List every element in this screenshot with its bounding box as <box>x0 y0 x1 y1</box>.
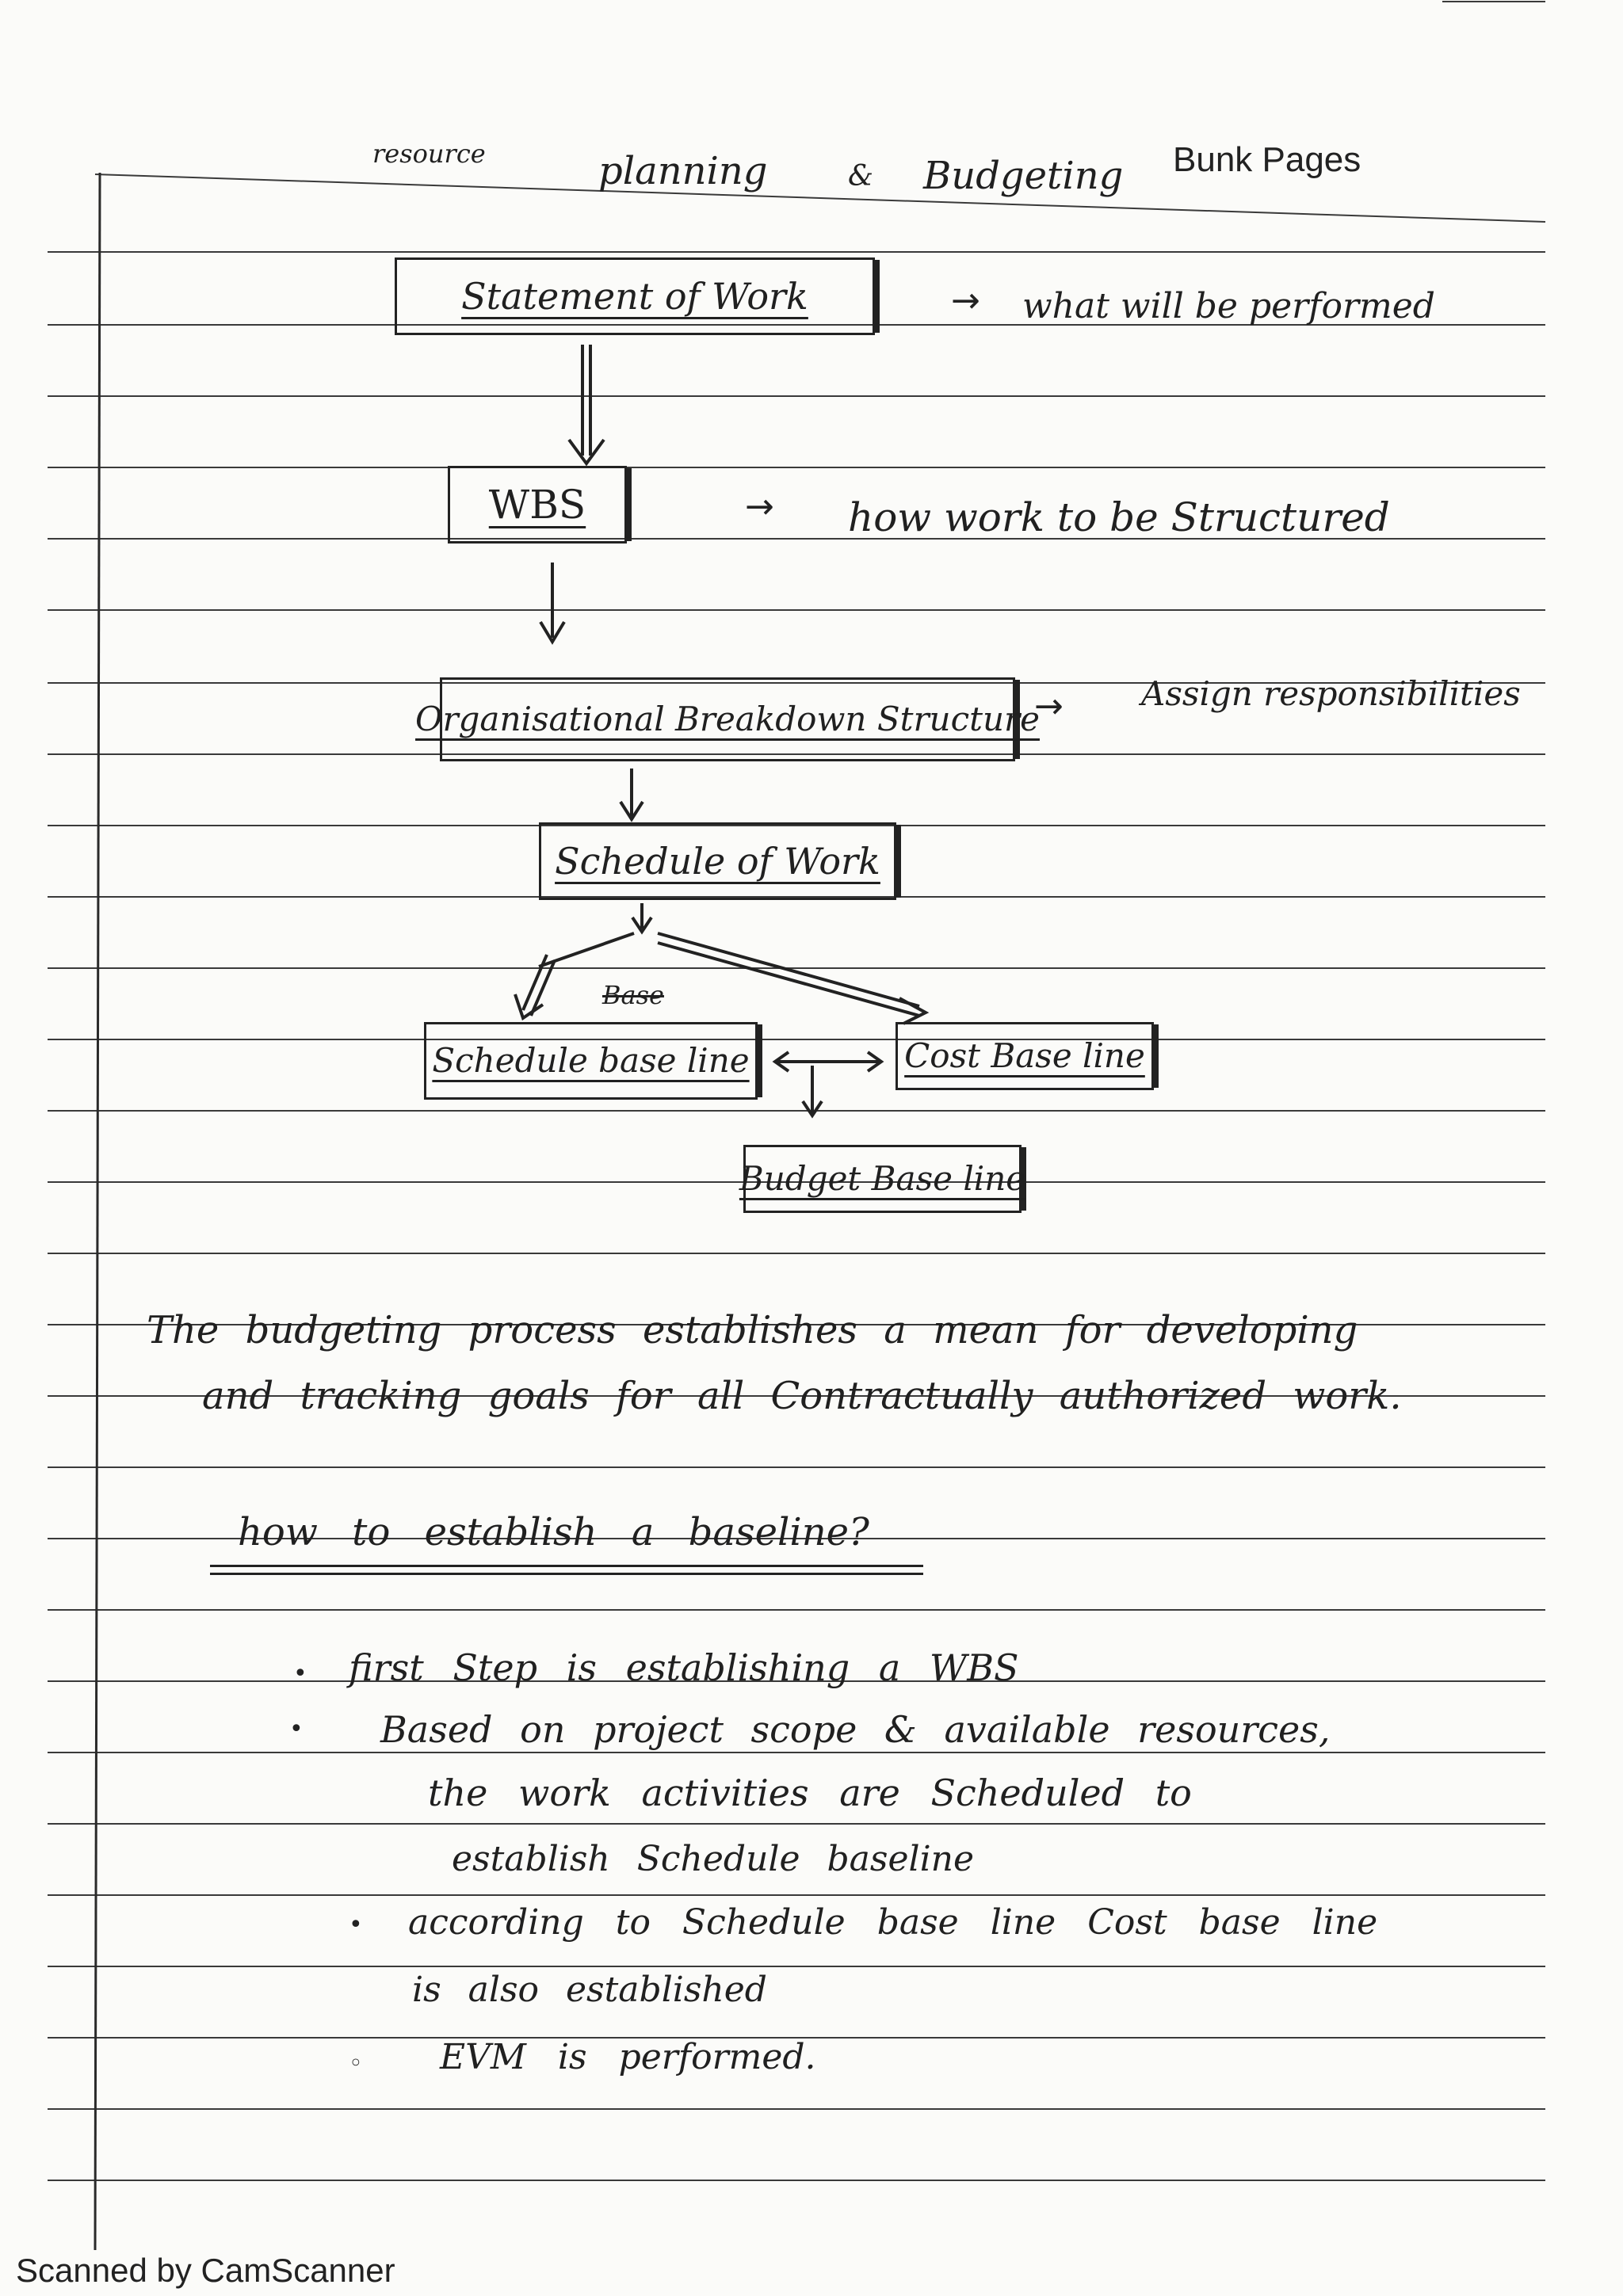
bullet-4: EVM is performed. <box>440 2037 816 2077</box>
cost-baseline-label: Cost Base line <box>904 1036 1145 1075</box>
crossed-out-word: Base <box>602 980 664 1010</box>
brand-label: Bunk Pages <box>1173 140 1361 179</box>
wbs-note: how work to be Structured <box>848 494 1390 540</box>
bullet-1: first Step is establishing a WBS <box>349 1646 1019 1689</box>
schedule-baseline-box <box>424 1022 758 1100</box>
statement-of-work-box <box>395 257 875 335</box>
schedule-of-work-label: Schedule of Work <box>555 840 880 883</box>
obs-label: Organisational Breakdown Structure <box>415 700 1040 738</box>
statement-of-work-label: Statement of Work <box>461 275 808 318</box>
cost-baseline-box <box>896 1022 1154 1090</box>
obs-box <box>415 677 1040 761</box>
heading-underline <box>210 1565 923 1567</box>
paragraph-line-2: and tracking goals for all Contractually authorized work. <box>202 1374 1402 1418</box>
bullet-dot-icon: ◦ <box>349 2050 363 2077</box>
bullet-3-line-2: is also established <box>412 1970 767 2010</box>
scanner-watermark: Scanned by CamScanner <box>16 2252 395 2289</box>
obs-note: Assign responsibilities <box>1141 674 1521 713</box>
header-title-ampersand: & <box>848 160 874 193</box>
bullet-2-line-1: Based on project scope & available resources, <box>380 1708 1331 1751</box>
right-arrow-icon: → <box>745 486 774 527</box>
budget-baseline-label: Budget Base line <box>739 1159 1026 1198</box>
right-arrow-icon: → <box>1034 686 1064 727</box>
wbs-label: WBS <box>488 482 586 528</box>
bullet-3-line-1: according to Schedule base line Cost base line <box>408 1902 1378 1943</box>
heading-underline <box>210 1573 923 1575</box>
header-title-planning: planning <box>598 149 768 193</box>
bullet-2-line-2: the work activities are Scheduled to <box>428 1772 1192 1814</box>
header-title-resource: resource <box>372 139 486 169</box>
section-heading: how to establish a baseline? <box>238 1510 869 1554</box>
paragraph-line-1: The budgeting process establishes a mean for developing <box>147 1308 1358 1352</box>
header-title-budgeting: Budgeting <box>923 154 1124 198</box>
schedule-of-work-box <box>539 822 896 900</box>
budget-baseline-box <box>739 1145 1026 1213</box>
bullet-2-line-3: establish Schedule baseline <box>452 1839 975 1879</box>
wbs-box <box>448 466 627 543</box>
bullet-dot-icon: • <box>293 1660 307 1688</box>
schedule-baseline-label: Schedule base line <box>432 1041 750 1080</box>
statement-note: what will be performed <box>1022 286 1435 326</box>
bullet-dot-icon: • <box>289 1715 304 1743</box>
bullet-dot-icon: • <box>349 1911 363 1939</box>
right-arrow-icon: → <box>951 280 980 321</box>
